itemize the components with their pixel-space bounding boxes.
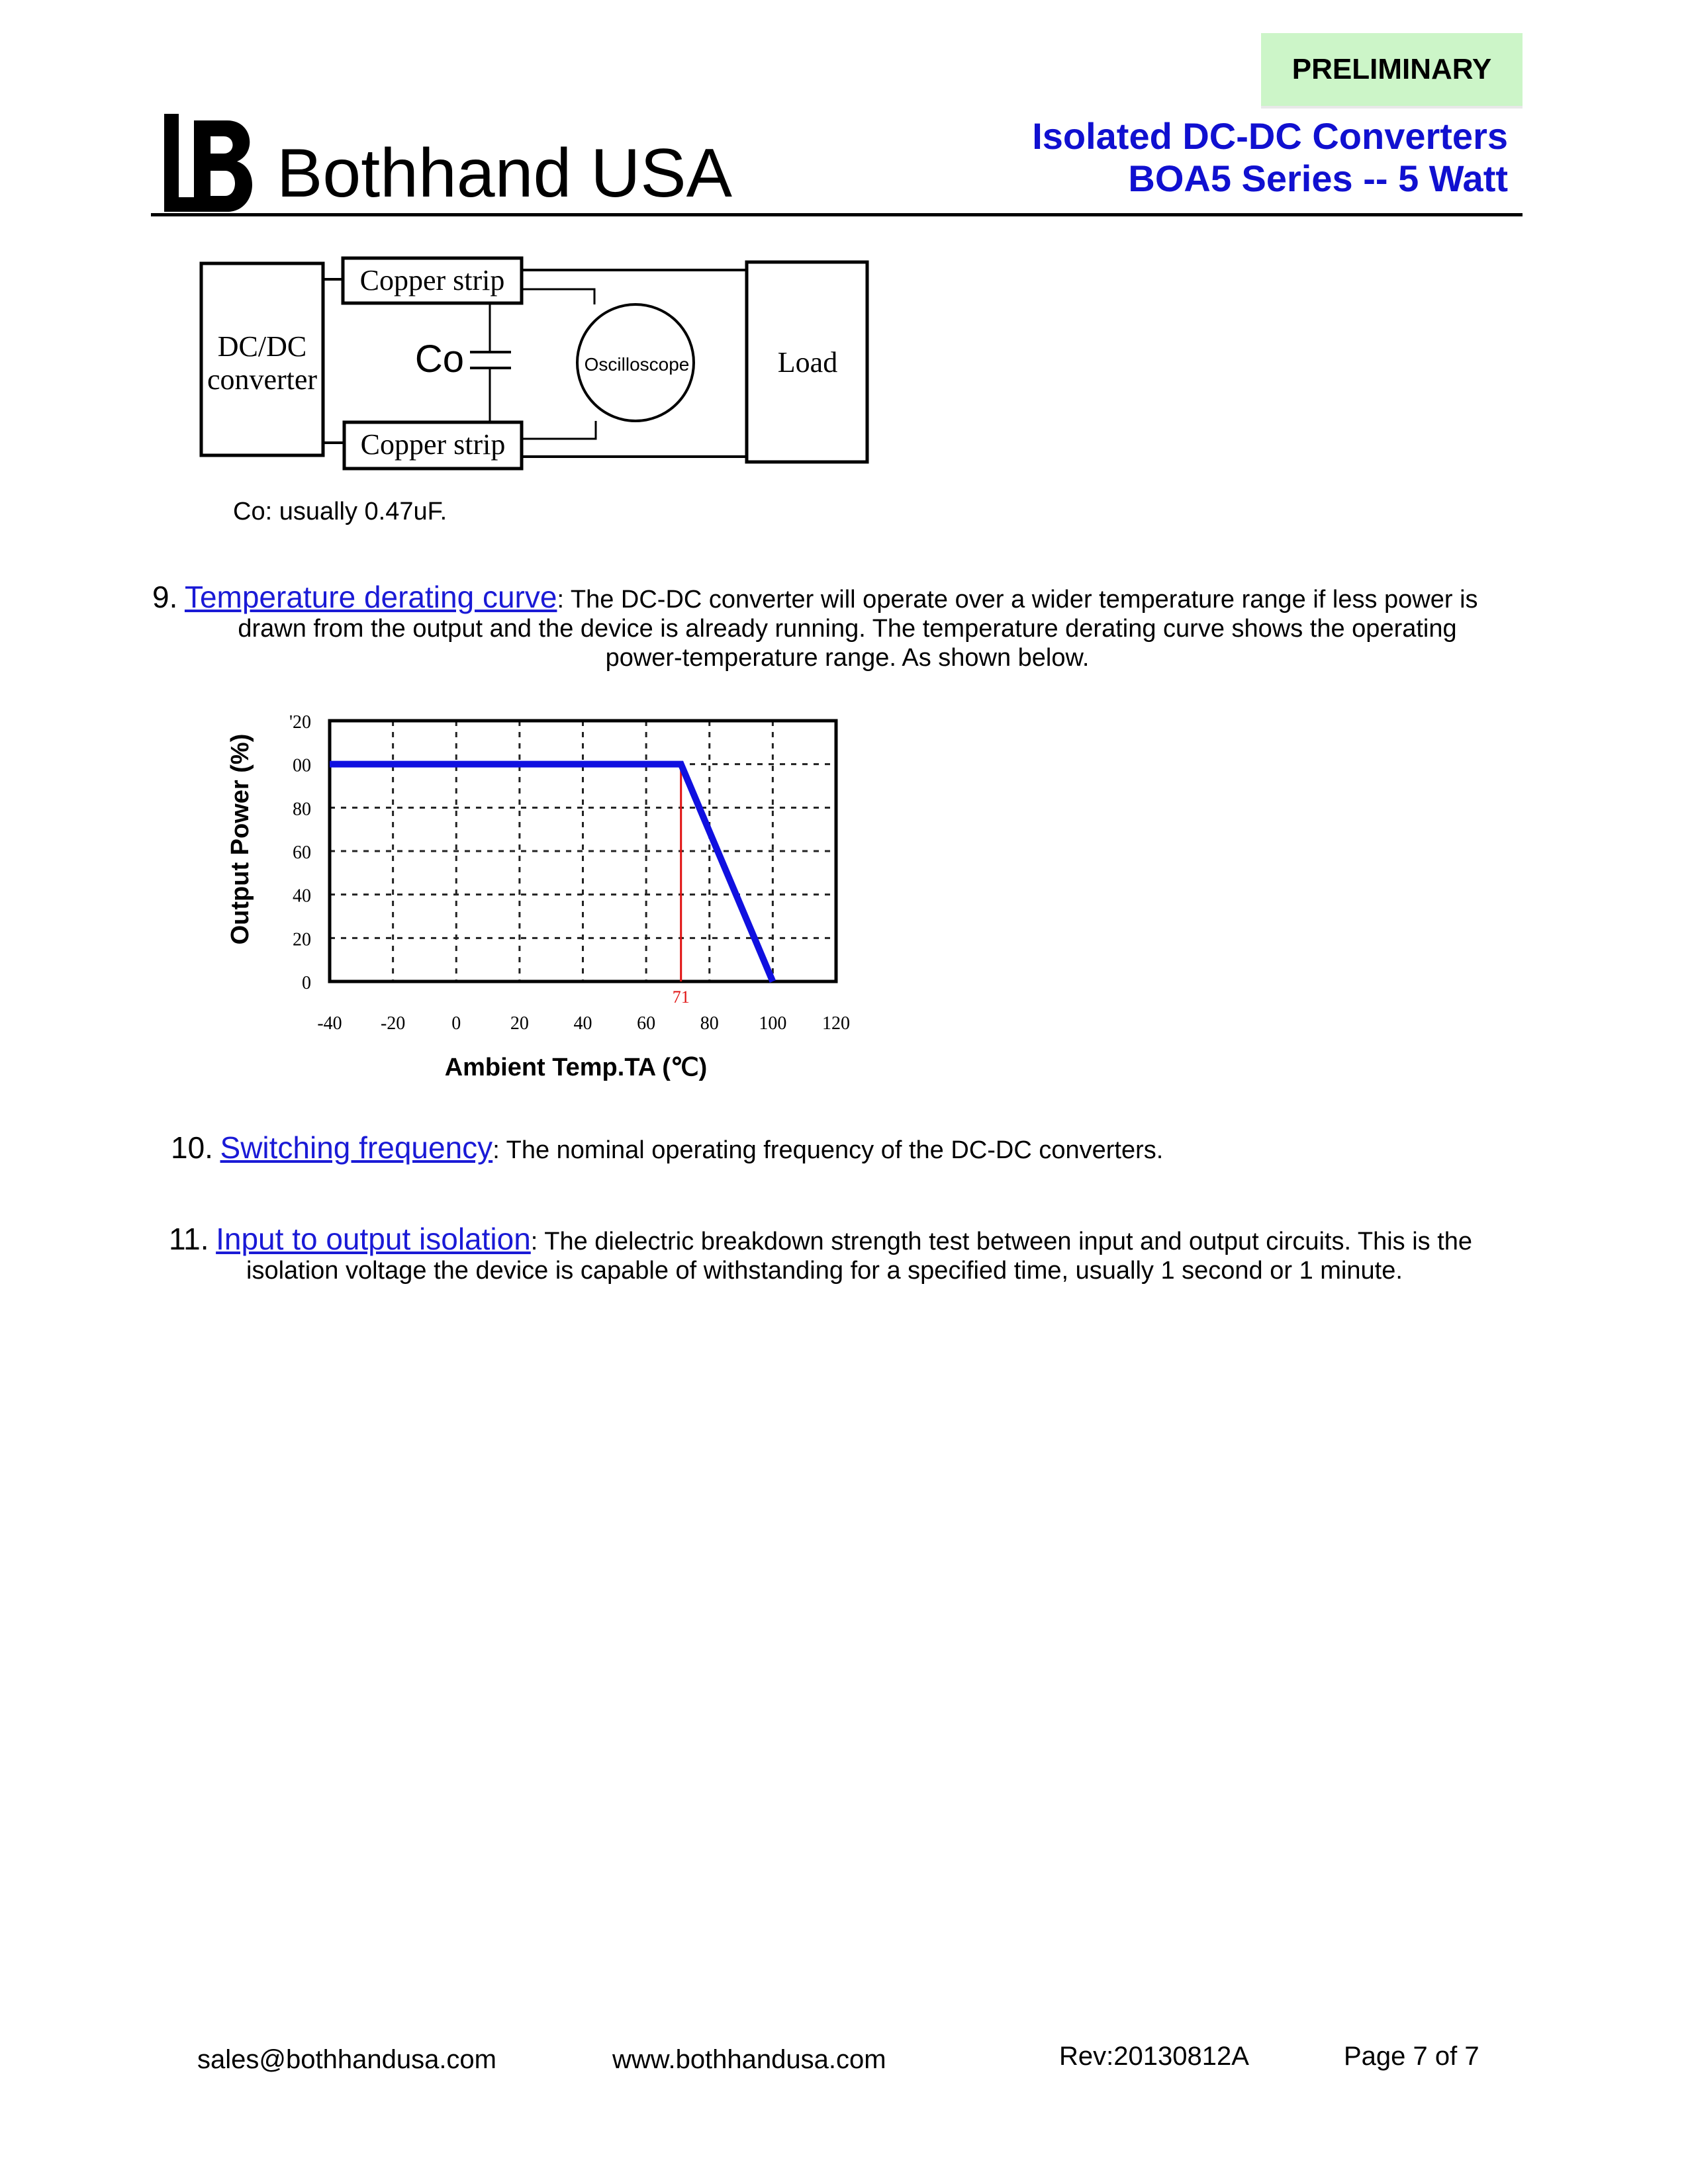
x-tick-label: 80 [700,1013,719,1034]
converter-label-1: DC/DC [217,330,307,363]
chart-ticks [289,712,850,1034]
temperature-derating-link[interactable]: Temperature derating curve [184,580,557,614]
brand-name: Bothhand USA [277,135,733,212]
switching-frequency-link[interactable]: Switching frequency [220,1130,493,1165]
y-tick-label: 40 [293,886,311,907]
section-number: 11. [169,1222,209,1256]
hb-logo-icon [164,114,263,213]
section-11-line-2: isolation voltage the device is capable of withstanding for a specified time, usually 1 second or 1 minute. [246,1257,1403,1285]
oscilloscope-label: Oscilloscope [584,354,690,375]
section-text: : The nominal operating frequency of the DC-DC converters. [492,1136,1164,1164]
x-tick-label: 120 [822,1013,850,1034]
x-tick-label: 40 [573,1013,592,1034]
x-tick-label: 20 [510,1013,529,1034]
section-11 [169,1224,1559,1285]
section-9 [152,582,1542,672]
footer-revision: Rev:20130812A [1059,2042,1249,2071]
x-tick-label: 0 [451,1013,461,1034]
top-strip-label: Copper strip [359,264,505,296]
preliminary-badge: PRELIMINARY [1261,33,1523,106]
series-title: BOA5 Series -- 5 Watt [1128,158,1508,199]
header-divider [151,213,1523,216]
derating-start-label: 71 [672,987,690,1007]
section-text: : The DC-DC converter will operate over a wider temperature range if less power is [557,586,1478,614]
section-number: 9. [152,580,178,614]
section-9-line-1 [152,582,1542,614]
section-9-line-2: drawn from the output and the device is already running. The temperature derating curve shows the operating [238,615,1457,643]
section-11-line-1 [169,1224,1559,1256]
x-tick-label: -40 [317,1013,342,1034]
capacitor-note: Co: usually 0.47uF. [233,498,447,525]
footer-page-number: Page 7 of 7 [1344,2042,1479,2071]
y-tick-label: 0 [302,973,311,993]
y-axis-label: Output Power (%) [226,733,254,945]
section-number: 10. [171,1130,213,1165]
section-text: : The dielectric breakdown strength test between input and output circuits. This is the [530,1228,1473,1255]
section-9-line-3: power-temperature range. As shown below. [605,644,1090,672]
footer-email[interactable]: sales@bothhandusa.com [197,2045,496,2074]
x-tick-label: -20 [380,1013,406,1034]
footer-website[interactable]: www.bothhandusa.com [612,2045,886,2074]
input-output-isolation-link[interactable]: Input to output isolation [216,1222,531,1256]
y-tick-label: 80 [293,799,311,820]
y-tick-label: 20 [293,929,311,950]
derating-curve [330,764,773,981]
chart-grid [330,721,836,981]
y-tick-label: 60 [293,842,311,863]
load-label: Load [777,346,838,379]
x-tick-label: 100 [759,1013,787,1034]
product-line: Isolated DC-DC Converters [1032,115,1508,157]
capacitor-label: Co [414,338,465,381]
derating-chart [218,695,880,1105]
y-tick-label: 00 [293,755,311,776]
x-axis-label: Ambient Temp.TA (℃) [444,1054,708,1081]
x-tick-label: 60 [637,1013,656,1034]
converter-label-2: converter [207,363,318,396]
bottom-strip-label: Copper strip [360,428,506,461]
ripple-test-diagram [185,245,887,477]
section-10 [171,1130,1561,1165]
y-tick-label: '20 [289,712,311,733]
